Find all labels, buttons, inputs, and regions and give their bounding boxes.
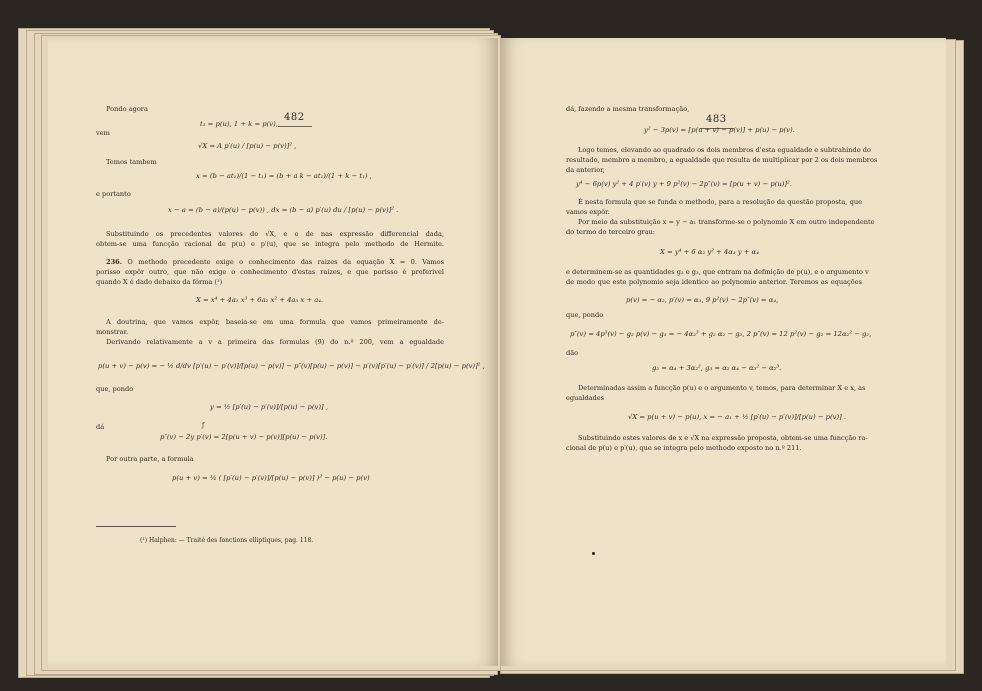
left-page-number: 482 bbox=[284, 112, 305, 123]
left-text-line: A doutrina, que vamos expôr, baseia-se em uma formula que vamos primeiramente de- bbox=[106, 318, 444, 326]
left-text-line: quando X é dado debaixo da fórma (¹) bbox=[96, 278, 223, 286]
right-formula: X = y⁴ + 6 α₂ y² + 4α₃ y + α₄ bbox=[660, 248, 759, 256]
right-text-line: da anterior, bbox=[566, 166, 605, 174]
right-text-line: vamos expôr. bbox=[566, 208, 610, 216]
left-text-line: e portanto bbox=[96, 190, 131, 198]
right-text-line: Logo temos, elevando ao quadrado os dois membros d'esta egualdade e subtrahindo do bbox=[578, 146, 871, 154]
left-header-rule bbox=[278, 126, 312, 127]
right-text-line: Por meio da substituição x = y − a₁ transforme-se o polynomio X em outro independente bbox=[578, 218, 875, 226]
left-text-line: Derivando relativamente a v a primeira das formulas (9) do n.º 200, vem a egualdade bbox=[106, 338, 444, 346]
left-formula: t₁ = p(u), 1 + k = p(v), bbox=[200, 120, 278, 128]
right-text-line: de modo que este polynomio seja identico ao polynomio anterior. Teremos as equações bbox=[566, 278, 862, 286]
right-text-line: e determinem-se as quantidades g₂ e g₃, que entram na definição de p(u), e o argumento v bbox=[566, 268, 869, 276]
footnote: (¹) Halphen: — Traité des fonctions elliptiques, pag. 118. bbox=[140, 537, 314, 544]
right-formula: g₂ = α₄ + 3α₂², g₃ = α₂ α₄ − α₃² − α₂³. bbox=[652, 364, 782, 372]
left-formula: y = ½ [p′(u) − p′(v)]/[p(u) − p(v)] , bbox=[210, 403, 328, 411]
ink-dot bbox=[592, 552, 595, 555]
footnote-rule bbox=[96, 526, 176, 527]
right-text-line: dão bbox=[566, 349, 579, 357]
right-text-line: dá, fazendo a mesma transformação, bbox=[566, 105, 690, 113]
left-text-line: que, pondo bbox=[96, 385, 134, 393]
left-text-line: porisso expôr outro, que não exige o conhecimento d'estas raizes, e que porisso é preferivel bbox=[96, 268, 444, 276]
left-text-line: dá bbox=[96, 423, 105, 431]
left-text-line: Pondo agora bbox=[106, 105, 148, 113]
left-formula: p(u + v) = ¼ ( [p′(u) − p′(v)]/[p(u) − p(v)] )² − p(u) − p(v) bbox=[172, 474, 370, 482]
right-page-number: 483 bbox=[706, 114, 727, 125]
left-formula: X = x⁴ + 4a₁ x³ + 6a₂ x² + 4a₃ x + a₄. bbox=[196, 296, 324, 304]
right-text-line: É nesta formula que se funda o methodo, para a resolução da questão proposta, que bbox=[578, 198, 862, 206]
right-formula: p″(v) = 4p³(v) − g₂ p(v) − g₃ = − 4α₂³ + g₂ α₂ − g₃, 2 p″(v) = 12 p²(v) − g₂ = 12α₂² − g₂, bbox=[570, 330, 872, 338]
left-formula: p″(v) − 2y p′(v) = 2[p(u + v) − p(v)][p(u) − p(v)]. bbox=[160, 433, 328, 441]
right-text-line: egualdades bbox=[566, 394, 605, 402]
margin-mark: ƒ bbox=[202, 422, 205, 429]
right-text-line: do termo do terceiro grau: bbox=[566, 228, 655, 236]
left-text-line: Por outra parte, a formula bbox=[106, 455, 194, 463]
left-formula: x − a = (b − a)/(p(u) − p(v)) , dx = (b − a) p′(u) du / [p(u) − p(v)]² . bbox=[168, 206, 399, 214]
right-text-line: Determinadas assim a funcção p(u) e o argumento v, temos, para determinar X e x, as bbox=[578, 384, 866, 392]
left-text-line: monstrar. bbox=[96, 328, 129, 336]
right-formula: y⁴ − 6p(v) y² + 4 p′(v) y + 9 p²(v) − 2p″(v) = [p(u + v) − p(u)]². bbox=[576, 180, 792, 188]
left-text-line: Temos tambem bbox=[106, 158, 157, 166]
left-formula: √X = A p′(u) / [p(u) − p(v)]² , bbox=[198, 142, 297, 150]
left-text-line: 236. O methodo precedente exige o conhecimento das raizes da equação X = 0. Vamos bbox=[106, 258, 444, 266]
left-text-line: Substituindo os precedentes valores de √X, e e de nas expressão differencial dada, bbox=[106, 230, 444, 238]
right-formula: y² − 3p(v) = [p(u + v) − p(v)] + p(u) − p(v). bbox=[644, 126, 795, 134]
left-text-line: obtem-se uma funcção racional de p(u) e p′(u), que se integra pelo methodo de Hermite. bbox=[96, 240, 444, 248]
left-formula: p(u + v) − p(v) = − ½ d/dv [p′(u) − p′(v)]/[p(u) − p(v)] − p″(v)[p(u) − p(v)] − p′(v)[p′(u) − p′(v)] / 2[p(u) − p(v)]² , bbox=[98, 362, 485, 370]
left-formula: x = (b − at₁)/(1 − t₁) = (b + a k − at₁)/(1 + k − t₁) , bbox=[196, 172, 372, 180]
right-text-line: cional de p(u) e p′(u), que se integra pelo methodo exposto no n.º 211. bbox=[566, 444, 802, 452]
right-text-line: Substituindo estes valores de x e √X na expressão proposta, obtem-se uma funcção ra- bbox=[578, 434, 868, 442]
left-page bbox=[48, 38, 498, 666]
right-formula: √X = p(u + v) − p(u), x = − a₁ + ½ [p′(u) − p′(v)]/[p(u) − p(v)] . bbox=[628, 413, 847, 421]
right-text-line: resultado, membro a membro, a egualdade que resulta de multiplicar por 2 os dois membros bbox=[566, 156, 878, 164]
right-text-line: que, pondo bbox=[566, 311, 604, 319]
left-text-line: vem bbox=[96, 129, 110, 137]
right-formula: p(v) = − α₂, p′(v) = α₃, 9 p²(v) − 2p″(v) = α₄, bbox=[626, 296, 779, 304]
